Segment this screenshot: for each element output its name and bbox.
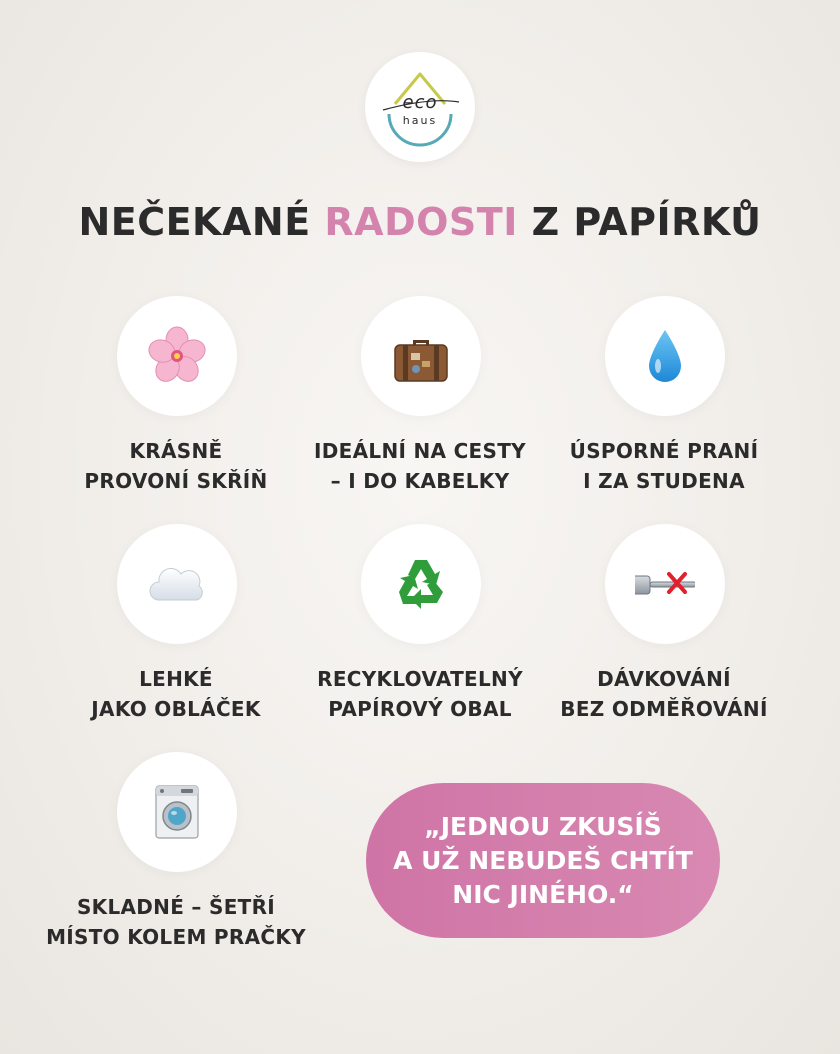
feature-label-line: PAPÍROVÝ OBAL [328, 697, 512, 721]
feature-icon-circle-recycle [361, 524, 481, 644]
feature-icon-circle-storage [117, 752, 237, 872]
washing-machine-icon [147, 782, 207, 842]
feature-icon-circle-light [117, 524, 237, 644]
title-part-1: NEČEKANÉ [78, 200, 325, 244]
feature-label-line: ÚSPORNÉ PRANÍ [569, 439, 759, 463]
quote-line: A UŽ NEBUDEŠ CHTÍT [393, 845, 693, 875]
cherry-blossom-icon [147, 326, 207, 386]
quote-line: „JEDNOU ZKUSÍŠ [424, 811, 662, 841]
water-drop-icon [635, 326, 695, 386]
feature-icon-circle-travel [361, 296, 481, 416]
quote-line: NIC JINÉHO.“ [452, 879, 634, 909]
cloud-icon [147, 554, 207, 614]
feature-icon-circle-washing [605, 296, 725, 416]
feature-label-line: PROVONÍ SKŘÍŇ [84, 469, 268, 493]
feature-label-line: MÍSTO KOLEM PRAČKY [46, 925, 306, 949]
feature-label-line: BEZ ODMĚŘOVÁNÍ [560, 697, 768, 721]
feature-label-line: RECYKLOVATELNÝ [317, 667, 523, 691]
page-title [0, 200, 840, 244]
recycle-icon [391, 554, 451, 614]
feature-label-washing [514, 436, 814, 496]
feature-label-storage [26, 892, 326, 952]
quote-banner [366, 783, 720, 938]
feature-label-line: DÁVKOVÁNÍ [597, 667, 731, 691]
feature-label-line: KRÁSNĚ [129, 439, 223, 463]
title-part-2: Z PAPÍRKŮ [517, 200, 762, 244]
feature-label-line: JAKO OBLÁČEK [91, 697, 261, 721]
feature-icon-circle-dosing [605, 524, 725, 644]
logo-text-eco: eco [402, 92, 438, 113]
feature-label-dosing [514, 664, 814, 724]
feature-label-line: I ZA STUDENA [583, 469, 745, 493]
measuring-cup-crossed-icon [635, 554, 695, 614]
feature-label-line: IDEÁLNÍ NA CESTY [314, 439, 526, 463]
suitcase-icon [391, 326, 451, 386]
ecohaus-logo [365, 52, 475, 162]
logo-text-haus: haus [402, 114, 438, 127]
feature-label-line: LEHKÉ [139, 667, 213, 691]
feature-label-line: SKLADNÉ – ŠETŘÍ [76, 895, 276, 919]
title-accent: RADOSTI [324, 200, 518, 244]
feature-label-line: – I DO KABELKY [330, 469, 510, 493]
feature-icon-circle-scent [117, 296, 237, 416]
